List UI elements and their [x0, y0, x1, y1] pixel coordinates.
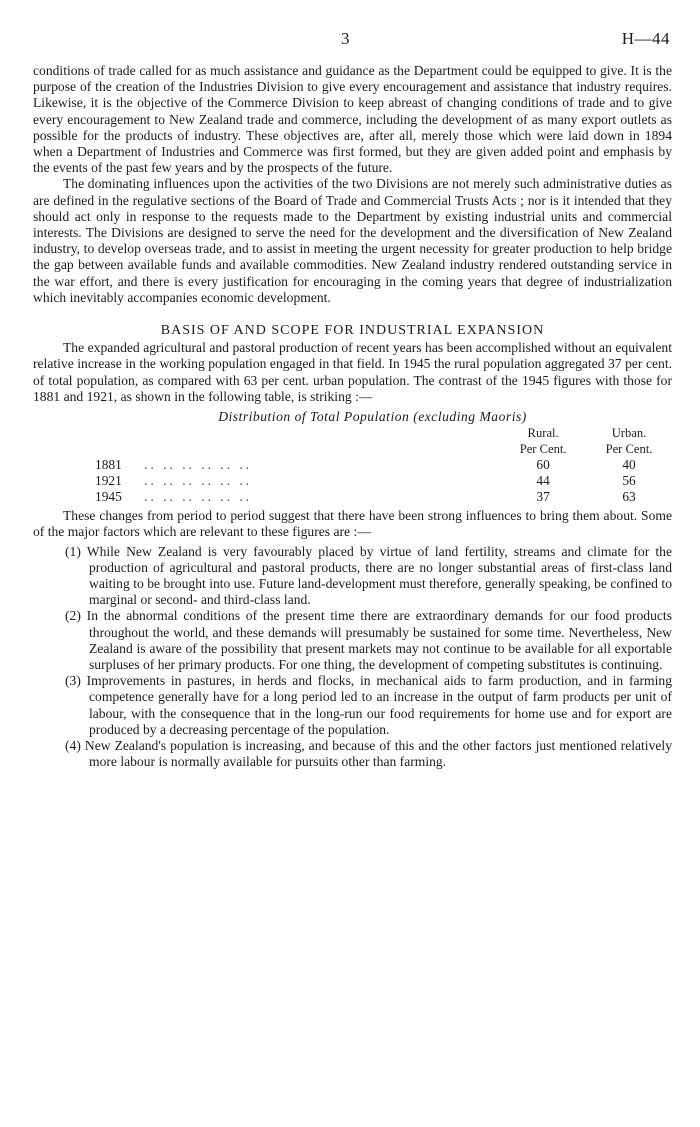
year-cell: 1921: [95, 473, 122, 489]
list-item: (3) Improvements in pastures, in herds and flocks, in mechanical aids to farm production, and in farming competence generally have for a long period led to an increase in the output of farm products per unit of labour, with the consequence that in the long-run our food requirements for home use and for export are produced by a decreasing percentage of the population.: [65, 673, 672, 737]
list-item: (1) While New Zealand is very favourably placed by virtue of land fertility, streams and climate for the production of agricultural and pastoral products, there are no longer substantial areas of first-class land waiting to be brought into use. Future land-development must therefore, generally speaking, be confined to marginal or second- and third-class land.: [65, 543, 672, 608]
year-cell: 1945: [95, 488, 122, 504]
column-header-urban: Urban. Per Cent.: [605, 426, 653, 456]
page-body: [33, 63, 672, 770]
urban-cell: 63: [622, 488, 636, 504]
factors-list: [33, 544, 672, 771]
population-table: [95, 426, 672, 504]
dot-leaders: .. .. .. .. .. ..: [144, 457, 253, 473]
year-cell: 1881: [95, 457, 122, 473]
dot-leaders: .. .. .. .. .. ..: [144, 488, 253, 504]
list-item: (4) New Zealand's population is increasing, and because of this and the other factors just mentioned relatively more labour is normally available for pursuits other than farming.: [65, 738, 672, 770]
table-row: [95, 489, 672, 505]
urban-cell: 56: [622, 473, 636, 489]
urban-cell: 40: [622, 457, 636, 473]
document-code: H—44: [621, 29, 670, 48]
paragraph-continuation: conditions of trade called for as much assistance and guidance as the Department could be equipped to give. It is the purpose of the creation of the Industries Division to give every encouragement and assistance that industry requires. Likewise, it is the objective of the Commerce Division to keep abreast of changing conditions of trade and to give every encouragement to New Zealand trade and commerce, including the development of as many export outlets as possible for the products of industry. These objectives are, after all, merely those which were laid down in 1894 when a Department of Industries and Commerce was first formed, but they are given added point and emphasis by the events of the past few years and by the prospects of the future.: [33, 63, 672, 176]
paragraph-factors-intro: These changes from period to period suggest that there have been strong influences to bring them about. Some of the major factors which are relevant to these figures are :—: [33, 508, 672, 540]
dot-leaders: .. .. .. .. .. ..: [144, 473, 253, 489]
paragraph-expansion: The expanded agricultural and pastoral production of recent years has been accomplished without an equivalent relative increase in the working population engaged in that field. In 1945 the rural population aggregated 37 per cent. of total population, as compared with 63 per cent. urban population. The contrast of the 1945 figures with those for 1881 and 1921, as shown in the following table, is striking :—: [33, 340, 672, 404]
rural-cell: 37: [536, 488, 550, 504]
table-row: [95, 457, 672, 473]
table-row: [95, 473, 672, 489]
rural-cell: 60: [536, 457, 550, 473]
rural-cell: 44: [536, 473, 550, 489]
column-header-rural: Rural. Per Cent.: [519, 426, 567, 456]
section-heading: BASIS OF AND SCOPE FOR INDUSTRIAL EXPANSION: [160, 323, 545, 339]
table-title: Distribution of Total Population (excluding Maoris): [218, 409, 527, 425]
list-item: (2) In the abnormal conditions of the present time there are extraordinary demands for our food products throughout the world, and these demands will presumably be sustained for some time. Nevertheless, New Zealand is aware of the possibility that present markets may not continue to be available for all exportable surpluses of her primary products. For one thing, the development of competing substitutes is continuing.: [65, 608, 672, 673]
table-header-row: [95, 426, 672, 457]
page-number: 3: [341, 29, 350, 48]
paragraph-divisions: The dominating influences upon the activities of the two Divisions are not merely such administrative duties as are defined in the regulative sections of the Board of Trade and Commercial Trusts Acts ; nor is it intended that they should act only in response to the requests made to the Department by existing industrial units and commercial interests. The Divisions are designed to serve the need for the development and the diversification of New Zealand industry, to develop overseas trade, and to assist in meeting the urgent necessity for greater production to help bridge the gap between available funds and available commodities. New Zealand industry rendered outstanding service in the war effort, and there is every justification for encouraging in the coming years that degree of industrialization which inevitably accompanies economic development.: [33, 176, 672, 305]
